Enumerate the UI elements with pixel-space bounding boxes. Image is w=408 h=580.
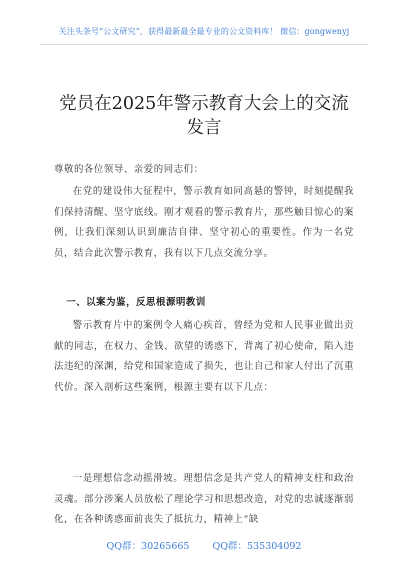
footer-qq-group-2: QQ群：535304092	[212, 541, 302, 552]
header-divider	[40, 44, 368, 45]
paragraph-case-analysis: 警示教育片中的案例令人痛心疾首，曾经为党和人民事业做出贡献的同志，在权力、金钱、欲望的诱惑下，背离了初心使命，陷入违法违纪的深渊，给党和国家造成了损失，也让自己和家人付出了沉重代价。深入剖析这些案例，根源主要有以下几点：	[54, 320, 354, 393]
section-heading-1: 一、以案为鉴，反思根源明教训	[66, 297, 206, 308]
paragraph-intro: 在党的建设伟大征程中，警示教育如同高悬的警钟，时刻提醒我们保持清醒、坚守底线。刚才观看的警示教育片，那些触目惊心的案例，让我们深刻认识到廉洁自律、坚守初心的重要性。作为一名党员，结合此次警示教育，我有以下几点交流分享。	[54, 186, 354, 259]
paragraph-ideals: 一是理想信念动摇滑坡。理想信念是共产党人的精神支柱和政治灵魂。部分涉案人员放松了理论学习和思想改造，对党的忠诚逐渐弱化，在各种诱惑面前丧失了抵抗力，精神上“缺	[54, 473, 354, 525]
document-title	[40, 92, 368, 140]
title-line-1: 党员在2025年警示教育大会上的交流	[59, 94, 349, 114]
footer-contact	[0, 538, 408, 552]
footer-qq-group-1: QQ群：30265665	[106, 541, 190, 552]
header-banner: 关注头条号“公文研究”，获得最新最全最专业的公文资料库！ 微信：gongwenyj	[58, 27, 350, 36]
title-line-2: 发言	[186, 118, 222, 138]
salutation: 尊敬的各位领导、亲爱的同志们：	[54, 164, 204, 175]
